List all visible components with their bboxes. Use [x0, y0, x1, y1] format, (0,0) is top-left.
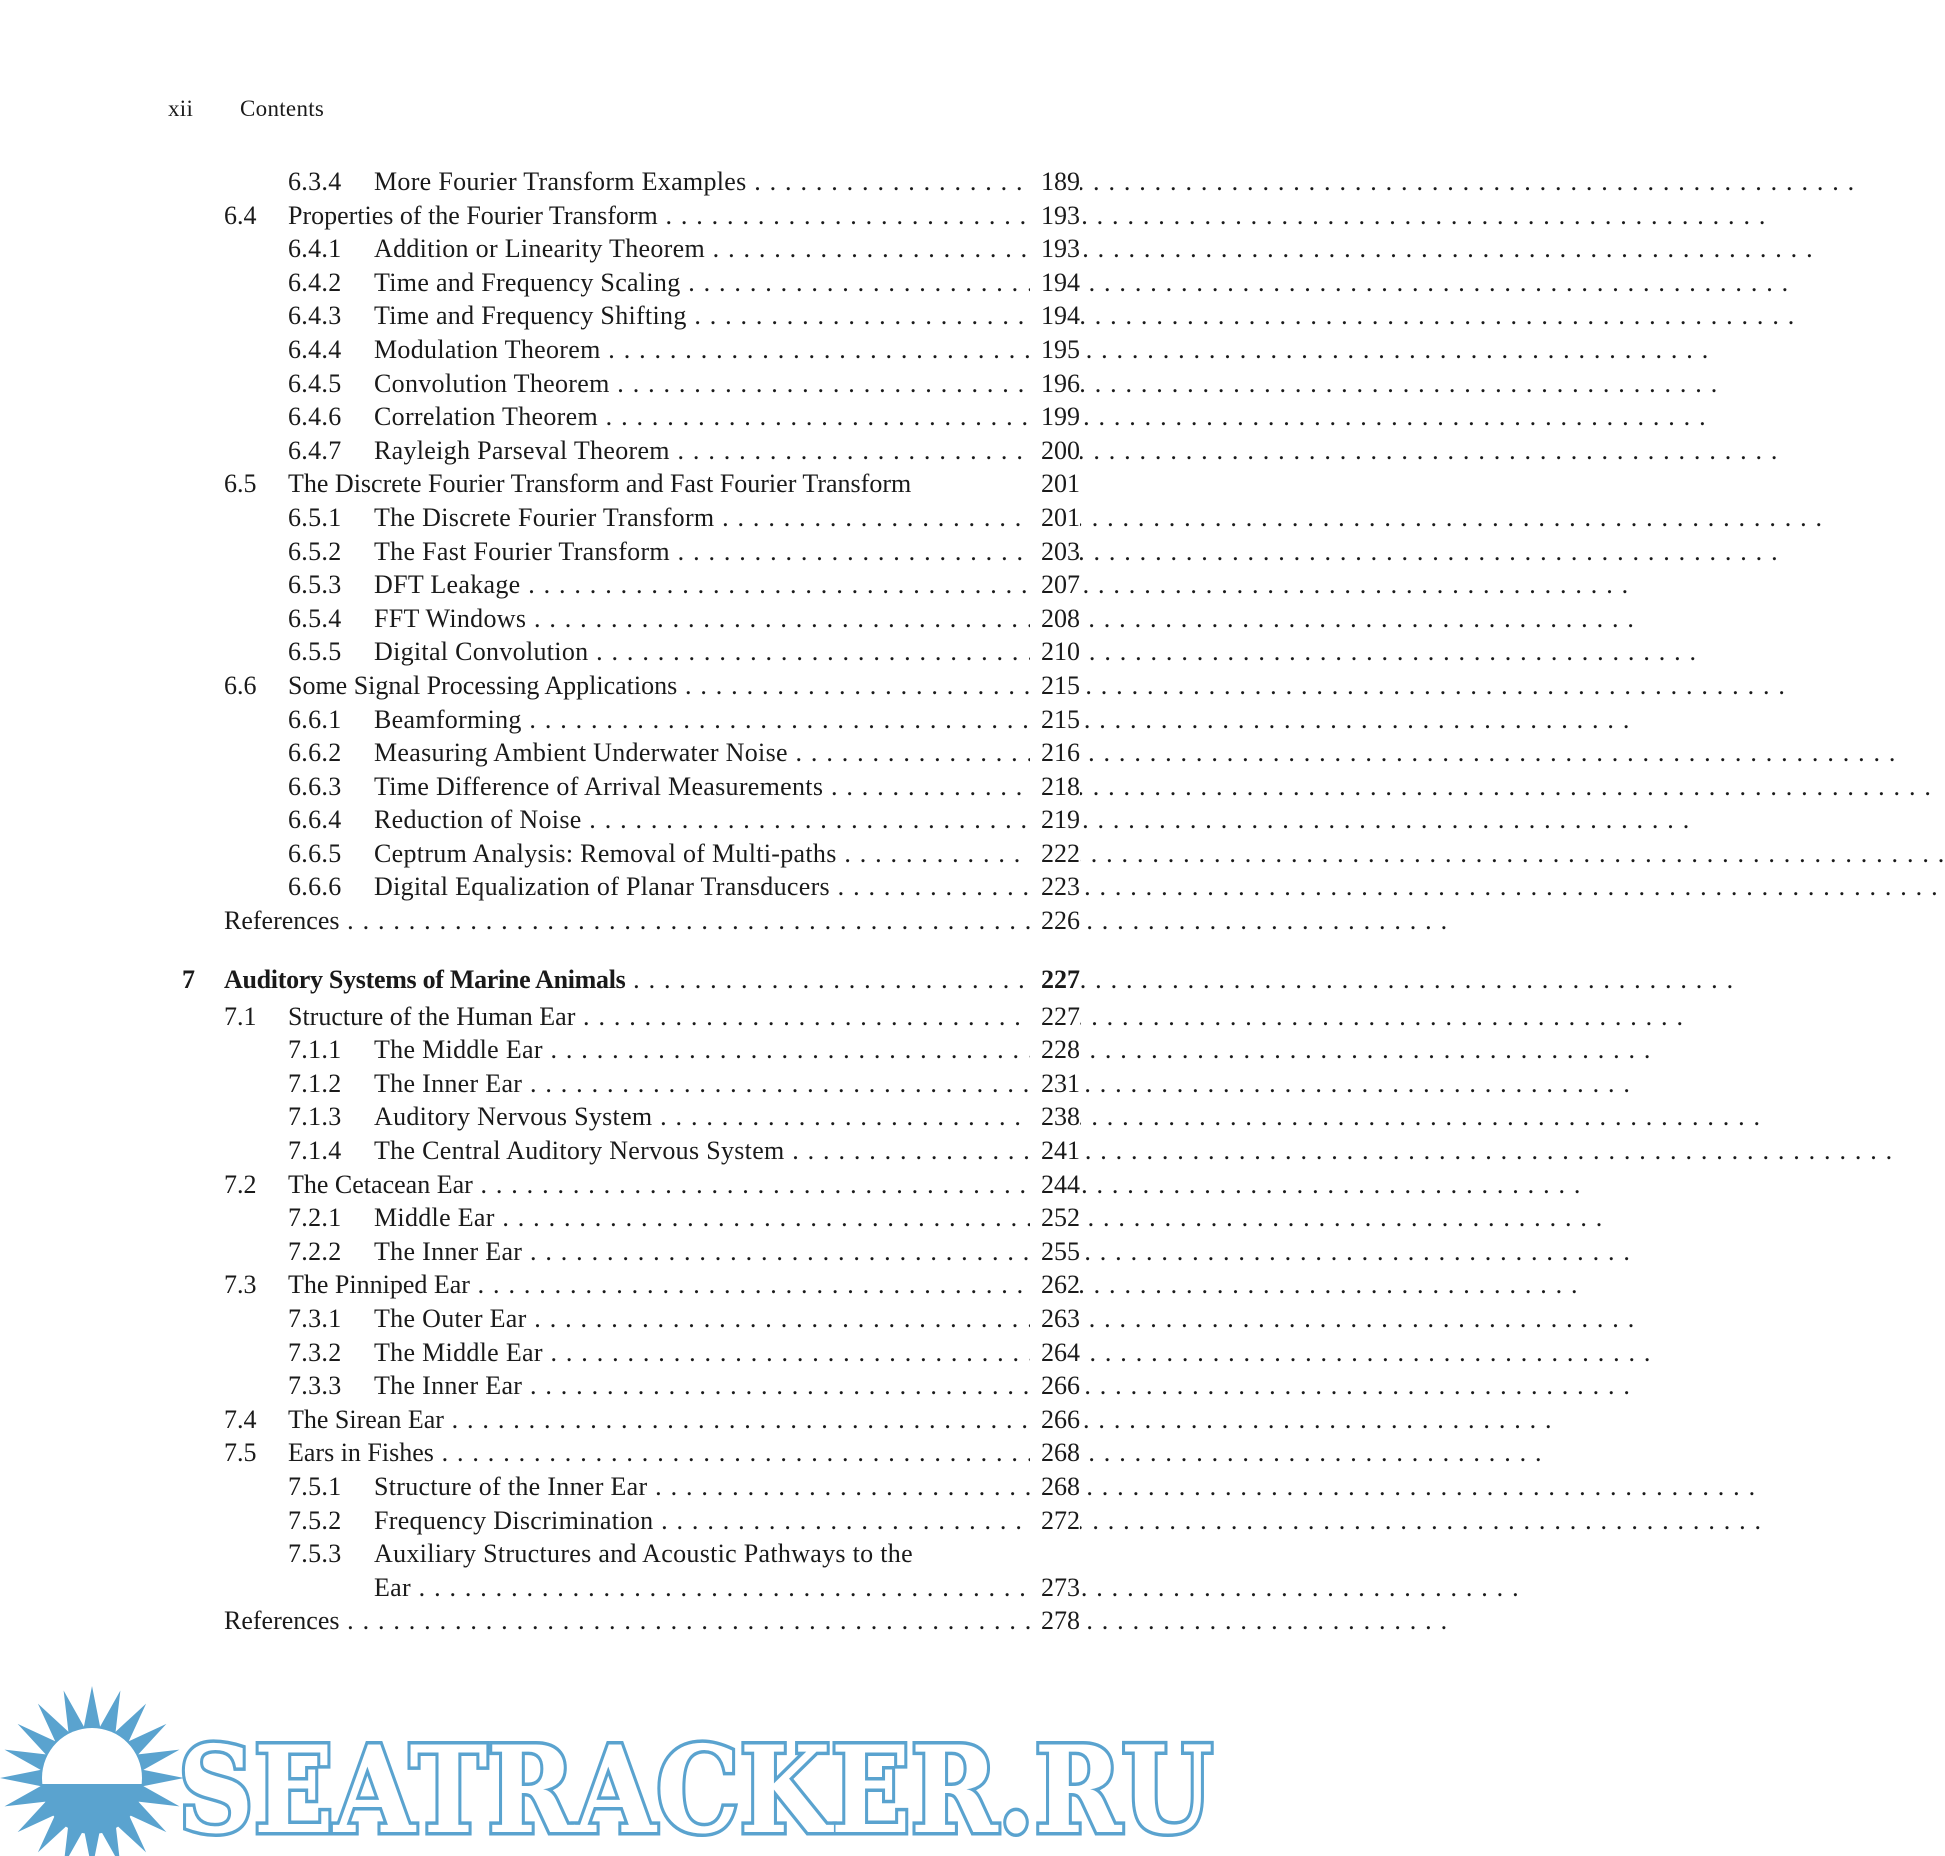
toc-entry[interactable]	[168, 1268, 1080, 1302]
entry-title: The Discrete Fourier Transform . . .	[374, 501, 1022, 535]
entry-page: 238	[1030, 1100, 1080, 1134]
entry-number: 6.4.4	[288, 334, 342, 364]
entry-number: 6.5.2	[288, 536, 342, 566]
watermark-text: SEATRACKER.RU	[178, 1720, 1213, 1856]
toc-entry[interactable]	[168, 199, 1080, 233]
toc-entry[interactable]	[168, 1571, 1080, 1605]
entry-title: FFT Windows . . .	[374, 602, 1022, 636]
entry-page: 228	[1030, 1033, 1080, 1067]
entry-page: 195	[1030, 333, 1080, 367]
watermark-sunburst-icon	[0, 1700, 1221, 1856]
entry-number: 6.6	[224, 670, 257, 700]
entry-title: The Middle Ear . . .	[374, 1336, 1022, 1370]
entry-page: 272	[1030, 1504, 1080, 1538]
entry-title: The Inner Ear . . .	[374, 1235, 1022, 1269]
entry-title: The Outer Ear . . .	[374, 1302, 1022, 1336]
entry-title: Correlation Theorem . . .	[374, 400, 1022, 434]
entry-page: 215	[1030, 669, 1080, 703]
toc-entry[interactable]	[168, 333, 1080, 367]
entry-page: 208	[1030, 602, 1080, 636]
entry-page: 215	[1030, 703, 1080, 737]
table-of-contents	[168, 165, 1080, 1638]
chapter-title: Auditory Systems of Marine Animals . . .	[224, 960, 1022, 1000]
entry-page: 193	[1030, 232, 1080, 266]
entry-number: 6.5.4	[288, 603, 342, 633]
toc-entry[interactable]	[168, 1504, 1080, 1538]
toc-entry[interactable]	[168, 1201, 1080, 1235]
entry-page: 262	[1030, 1268, 1080, 1302]
entry-title: Modulation Theorem . . .	[374, 333, 1022, 367]
entry-page: 227	[1030, 1000, 1080, 1034]
entry-title: Time Difference of Arrival Measurements . . .	[374, 770, 1022, 804]
watermark	[0, 1700, 1221, 1856]
entry-page: 264	[1030, 1336, 1080, 1370]
toc-section-6	[168, 165, 1080, 938]
entry-title: The Inner Ear . . .	[374, 1067, 1022, 1101]
running-head	[168, 96, 324, 122]
toc-entry[interactable]	[168, 400, 1080, 434]
entry-title: The Cetacean Ear . . .	[288, 1168, 1022, 1202]
entry-page: 218	[1030, 770, 1080, 804]
entry-number: 7.5.3	[288, 1539, 342, 1569]
toc-entry[interactable]	[168, 501, 1080, 535]
toc-entry[interactable]	[168, 535, 1080, 569]
entry-number: 7.3.1	[288, 1304, 342, 1333]
entry-title: Middle Ear . . .	[374, 1201, 1022, 1235]
entry-page: 193	[1030, 199, 1080, 233]
entry-title: The Inner Ear . . .	[374, 1369, 1022, 1403]
entry-number: 6.3.4	[288, 167, 342, 196]
entry-page: 266	[1030, 1369, 1080, 1403]
toc-entry[interactable]	[168, 1033, 1080, 1067]
entry-number: 6.5.5	[288, 637, 342, 667]
entry-number: 6.4.2	[288, 267, 342, 297]
toc-entry[interactable]	[168, 299, 1080, 333]
toc-entry[interactable]	[168, 1537, 1080, 1571]
toc-entry[interactable]	[168, 602, 1080, 636]
entry-number: 6.6.4	[288, 805, 342, 835]
entry-number: 7.3	[224, 1270, 257, 1300]
entry-page: 210	[1030, 635, 1080, 669]
toc-entry[interactable]	[168, 904, 1080, 938]
toc-entry[interactable]	[168, 803, 1080, 837]
entry-page: 278	[1030, 1604, 1080, 1638]
entry-number: 7.1.4	[288, 1136, 342, 1166]
toc-entry[interactable]	[168, 434, 1080, 468]
entry-title: References . . .	[224, 904, 1022, 938]
entry-title: Time and Frequency Scaling . . .	[374, 266, 1022, 300]
entry-title: Auxiliary Structures and Acoustic Pathways to the	[374, 1539, 913, 1569]
entry-number: 7.5.1	[288, 1471, 342, 1501]
toc-entry[interactable]	[168, 266, 1080, 300]
chapter-number: 7	[182, 964, 195, 994]
entry-number: 6.6.6	[288, 872, 342, 902]
entry-page: 266	[1030, 1403, 1080, 1437]
entry-number: 6.6.5	[288, 838, 342, 868]
toc-entry[interactable]	[168, 232, 1080, 266]
toc-entry[interactable]	[168, 1100, 1080, 1134]
entry-page: 201	[1030, 467, 1080, 501]
toc-entry[interactable]	[168, 1000, 1080, 1034]
entry-title: Frequency Discrimination . . .	[374, 1504, 1022, 1538]
entry-page: 255	[1030, 1235, 1080, 1269]
toc-entry[interactable]	[168, 1436, 1080, 1470]
entry-title: Structure of the Inner Ear . . .	[374, 1470, 1022, 1504]
toc-entry[interactable]	[168, 165, 1080, 199]
toc-section-7	[168, 1000, 1080, 1638]
entry-title: Ears in Fishes . . .	[288, 1436, 1022, 1470]
toc-entry[interactable]	[168, 1470, 1080, 1504]
chapter-page: 227	[1030, 960, 1080, 1000]
entry-title: More Fourier Transform Examples . . .	[374, 165, 1022, 199]
toc-entry[interactable]	[168, 467, 1080, 501]
entry-page: 189	[1030, 165, 1080, 199]
entry-number: 6.4.1	[288, 234, 342, 264]
entry-title: References . . .	[224, 1604, 1022, 1638]
entry-number: 6.6.1	[288, 704, 342, 734]
entry-title: Digital Convolution . . .	[374, 635, 1022, 669]
toc-entry[interactable]	[168, 635, 1080, 669]
entry-number: 6.4.7	[288, 435, 342, 465]
entry-title: The Sirean Ear . . .	[288, 1403, 1022, 1437]
page-number: xii	[168, 96, 194, 121]
entry-page: 268	[1030, 1436, 1080, 1470]
entry-title: Measuring Ambient Underwater Noise . . .	[374, 736, 1022, 770]
entry-page: 223	[1030, 870, 1080, 904]
entry-number: 7.3.3	[288, 1371, 342, 1401]
entry-page: 201	[1030, 501, 1080, 535]
entry-title: Addition or Linearity Theorem . . .	[374, 232, 1022, 266]
entry-page: 222	[1030, 837, 1080, 871]
entry-page: 244	[1030, 1168, 1080, 1202]
entry-title: The Central Auditory Nervous System . . .	[374, 1134, 1022, 1168]
toc-entry[interactable]	[168, 367, 1080, 401]
entry-page: 268	[1030, 1470, 1080, 1504]
entry-number: 6.5.1	[288, 502, 342, 532]
toc-entry[interactable]	[168, 770, 1080, 804]
toc-entry[interactable]	[168, 703, 1080, 737]
toc-entry[interactable]	[168, 870, 1080, 904]
entry-title: Ceptrum Analysis: Removal of Multi-paths . . .	[374, 837, 1022, 871]
toc-entry[interactable]	[168, 1067, 1080, 1101]
entry-number: 6.6.3	[288, 771, 342, 801]
entry-page: 252	[1030, 1201, 1080, 1235]
entry-page: 207	[1030, 568, 1080, 602]
entry-page: 219	[1030, 803, 1080, 837]
entry-title: Beamforming . . .	[374, 703, 1022, 737]
entry-number: 7.5	[224, 1438, 257, 1468]
entry-page: 194	[1030, 299, 1080, 333]
entry-number: 6.6.2	[288, 738, 342, 768]
entry-page: 273	[1030, 1571, 1080, 1605]
entry-title: The Fast Fourier Transform . . .	[374, 535, 1022, 569]
entry-page: 196	[1030, 367, 1080, 401]
entry-number: 6.4	[224, 200, 257, 230]
entry-number: 7.1.3	[288, 1102, 342, 1132]
entry-number: 7.5.2	[288, 1505, 342, 1535]
entry-number: 7.2.1	[288, 1203, 342, 1233]
entry-title: The Middle Ear . . .	[374, 1033, 1022, 1067]
entry-title: Reduction of Noise . . .	[374, 803, 1022, 837]
entry-title: Ear . . .	[374, 1571, 1022, 1605]
toc-entry[interactable]	[168, 1235, 1080, 1269]
entry-page: 241	[1030, 1134, 1080, 1168]
toc-entry[interactable]	[168, 1302, 1080, 1336]
entry-page: 216	[1030, 736, 1080, 770]
entry-number: 7.1	[224, 1001, 257, 1031]
entry-page: 194	[1030, 266, 1080, 300]
entry-page: 199	[1030, 400, 1080, 434]
entry-title: Auditory Nervous System . . .	[374, 1100, 1022, 1134]
toc-entry[interactable]	[168, 1403, 1080, 1437]
toc-entry[interactable]	[168, 568, 1080, 602]
entry-title: Time and Frequency Shifting . . .	[374, 299, 1022, 333]
entry-number: 7.2	[224, 1169, 257, 1199]
entry-title: Some Signal Processing Applications . . .	[288, 669, 1022, 703]
entry-title: Convolution Theorem . . .	[374, 367, 1022, 401]
running-title: Contents	[240, 96, 325, 121]
entry-title: Digital Equalization of Planar Transducers . . .	[374, 870, 1022, 904]
entry-number: 7.1.2	[288, 1068, 342, 1098]
entry-number: 6.4.5	[288, 368, 342, 398]
entry-number: 7.1.1	[288, 1035, 342, 1065]
entry-title: Rayleigh Parseval Theorem . . .	[374, 434, 1022, 468]
entry-page: 231	[1030, 1067, 1080, 1101]
entry-number: 7.3.2	[288, 1337, 342, 1367]
entry-title: The Pinniped Ear . . .	[288, 1268, 1022, 1302]
entry-title: Structure of the Human Ear . . .	[288, 1000, 1022, 1034]
entry-title: Properties of the Fourier Transform . . .	[288, 199, 1022, 233]
entry-number: 7.2.2	[288, 1236, 342, 1266]
entry-title: DFT Leakage . . .	[374, 568, 1022, 602]
entry-number: 6.5	[224, 469, 257, 499]
toc-entry[interactable]	[168, 1369, 1080, 1403]
entry-page: 203	[1030, 535, 1080, 569]
entry-number: 6.5.3	[288, 570, 342, 600]
entry-number: 6.4.3	[288, 301, 342, 331]
entry-page: 200	[1030, 434, 1080, 468]
toc-entry[interactable]	[168, 837, 1080, 871]
toc-entry[interactable]	[168, 1336, 1080, 1370]
entry-title: The Discrete Fourier Transform and Fast Fourier Transform	[288, 469, 912, 499]
entry-number: 7.4	[224, 1404, 257, 1434]
entry-number: 6.4.6	[288, 402, 342, 432]
entry-page: 226	[1030, 904, 1080, 938]
toc-entry[interactable]	[168, 1604, 1080, 1638]
toc-entry[interactable]	[168, 669, 1080, 703]
toc-entry[interactable]	[168, 1168, 1080, 1202]
chapter-7-entry[interactable]	[168, 960, 1080, 1000]
toc-entry[interactable]	[168, 736, 1080, 770]
entry-page: 263	[1030, 1302, 1080, 1336]
toc-entry[interactable]	[168, 1134, 1080, 1168]
